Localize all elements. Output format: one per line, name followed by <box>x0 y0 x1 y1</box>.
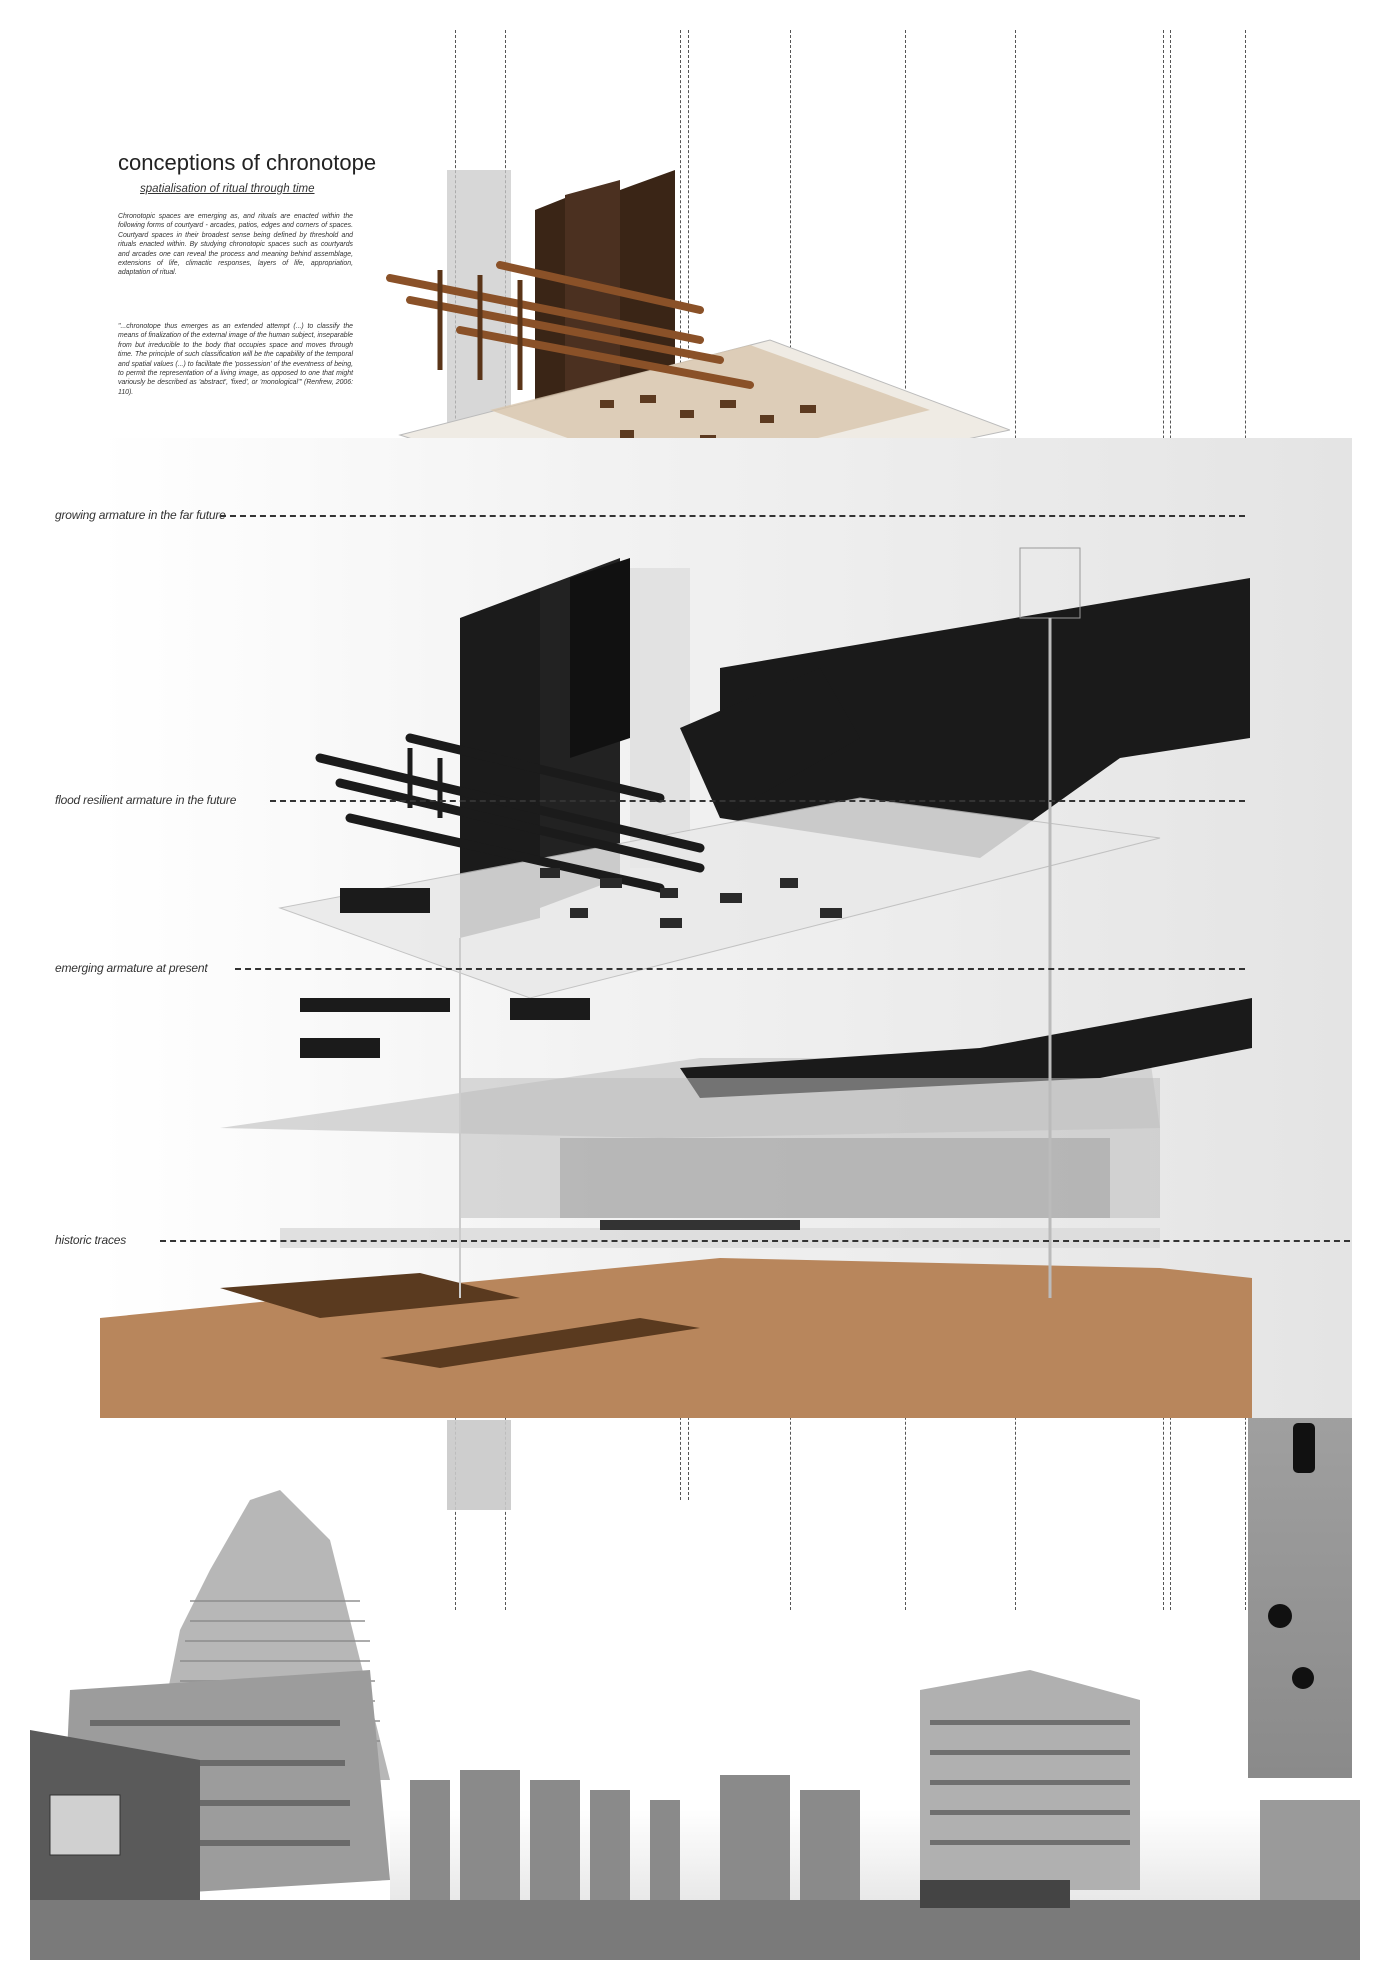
intro-paragraph: Chronotopic spaces are emerging as, and rituals are enacted within the following forms of courtyard - arcades, patios, edges and corners of spaces. Courtyard spaces in their broadest sense being defined by threshold and rituals enacted within. By studying chronotopic spaces such as courtyards and arcades one can reveal the process and meaning behind assemblage, extensions of life, climactic responses, layers of life, appropriation, adaptation of ritual. <box>118 213 353 277</box>
layer-line-present <box>235 968 1245 970</box>
layer-line-far-future <box>220 515 1245 517</box>
layer-line-historic <box>160 1240 1350 1242</box>
layer-label-historic: historic traces <box>55 1233 127 1247</box>
layer-line-future <box>270 800 1245 802</box>
page-title: conceptions of chronotope <box>118 150 377 175</box>
page-subtitle: spatialisation of ritual through time <box>140 183 315 195</box>
main-model <box>100 438 1352 1418</box>
quote-paragraph: "...chronotope thus emerges as an extended attempt (...) to classify the means of finalization of the external image of the human subject, inseparable from but irreducible to the body that occupies space and moves through time. The principle of such classification will be the capability of the temporal and spatial values (...) to facilitate the 'possession' of the eventness of being, to permit the representation of a living image, as opposed to one that might variously be described as 'abstract', 'fixed', or 'monological'" (Renfrew, 2006: 110). <box>118 323 353 396</box>
layer-label-present: emerging armature at present <box>55 961 208 975</box>
layer-label-future: flood resilient armature in the future <box>55 793 237 807</box>
street-panorama <box>30 1480 1360 1960</box>
layer-label-far-future: growing armature in the far future <box>55 508 226 522</box>
